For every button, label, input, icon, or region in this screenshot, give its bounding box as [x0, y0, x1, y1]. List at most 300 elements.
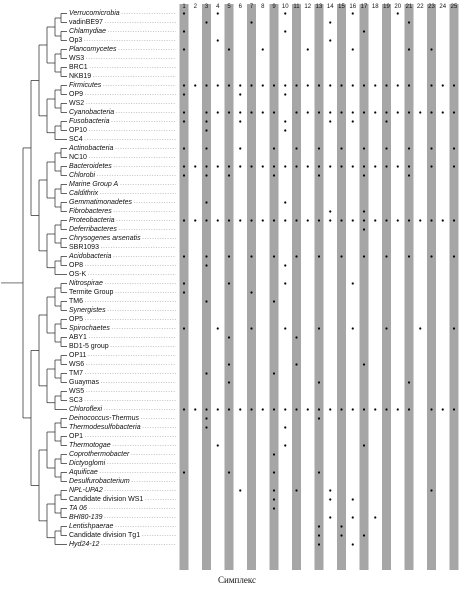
presence-dot — [228, 84, 230, 86]
presence-dot — [408, 147, 410, 149]
taxon-label: Candidate division Tg1 — [69, 531, 141, 539]
presence-dot — [262, 48, 264, 50]
presence-dot — [205, 264, 207, 266]
presence-dot — [239, 147, 241, 149]
column-header-14: 14 — [326, 4, 334, 10]
presence-dot — [239, 219, 241, 221]
presence-dot — [273, 453, 275, 455]
presence-dot — [284, 120, 286, 122]
presence-dot — [430, 489, 432, 491]
taxon-label: ABY1 — [69, 333, 87, 341]
presence-dot — [363, 408, 365, 410]
presence-dot — [318, 84, 320, 86]
presence-dot — [295, 165, 297, 167]
taxon-label: SBR1093 — [69, 243, 99, 251]
presence-dot — [318, 534, 320, 536]
presence-dot — [374, 219, 376, 221]
column-header-19: 19 — [383, 4, 390, 10]
presence-dot — [363, 30, 365, 32]
presence-dot — [273, 489, 275, 491]
presence-dot — [295, 363, 297, 365]
taxon-label: OP8 — [69, 261, 84, 269]
presence-dot — [318, 381, 320, 383]
presence-dot — [273, 255, 275, 257]
taxon-label: Candidate division WS1 — [69, 495, 144, 503]
presence-dot — [430, 84, 432, 86]
presence-dot — [273, 372, 275, 374]
taxon-label: OP10 — [69, 126, 87, 134]
presence-dot — [205, 111, 207, 113]
presence-dot — [273, 300, 275, 302]
presence-dot — [363, 219, 365, 221]
presence-dot — [453, 84, 455, 86]
column-header-5: 5 — [227, 4, 231, 10]
presence-dot — [385, 255, 387, 257]
presence-dot — [408, 381, 410, 383]
presence-dot — [453, 219, 455, 221]
presence-dot — [329, 219, 331, 221]
presence-dot — [352, 516, 354, 518]
presence-dot — [340, 84, 342, 86]
figure-caption: Симплекс — [218, 575, 256, 585]
presence-dot — [273, 165, 275, 167]
presence-dot — [273, 408, 275, 410]
column-header-15: 15 — [338, 4, 345, 10]
column-header-1: 1 — [182, 4, 186, 10]
presence-dot — [363, 174, 365, 176]
presence-dot — [228, 336, 230, 338]
column-header-8: 8 — [261, 4, 265, 10]
presence-dot — [430, 111, 432, 113]
taxon-label: Fusobacteria — [69, 117, 110, 125]
presence-dot — [352, 543, 354, 545]
presence-dot — [205, 219, 207, 221]
column-header-9: 9 — [272, 4, 276, 10]
presence-dot — [318, 174, 320, 176]
presence-dot — [453, 255, 455, 257]
taxon-label: SC3 — [69, 396, 83, 404]
presence-dot — [340, 525, 342, 527]
presence-dot — [284, 219, 286, 221]
presence-dot — [217, 219, 219, 221]
taxon-label: Caldithrix — [69, 189, 99, 197]
taxon-label: Chlorobi — [69, 171, 96, 179]
presence-dot — [228, 255, 230, 257]
taxon-label: Cyanobacteria — [69, 108, 115, 116]
presence-dot — [284, 264, 286, 266]
taxon-label: Fibrobacteres — [69, 207, 112, 215]
presence-dot — [183, 111, 185, 113]
presence-dot — [408, 255, 410, 257]
column-header-10: 10 — [281, 4, 289, 10]
presence-dot — [239, 489, 241, 491]
presence-dot — [273, 507, 275, 509]
taxon-label: Hyd24-12 — [69, 540, 100, 548]
taxon-label-list — [0, 0, 180, 590]
column-header-7: 7 — [249, 4, 254, 10]
presence-dot — [284, 282, 286, 284]
presence-dot — [194, 219, 196, 221]
presence-dot — [228, 111, 230, 113]
presence-dot — [205, 255, 207, 257]
presence-dot — [442, 408, 444, 410]
shaded-column-17 — [360, 4, 369, 570]
presence-dot — [217, 327, 219, 329]
presence-dot — [183, 165, 185, 167]
presence-dot — [228, 408, 230, 410]
presence-dot — [205, 147, 207, 149]
presence-dot — [262, 219, 264, 221]
presence-dot — [250, 255, 252, 257]
presence-dot — [262, 408, 264, 410]
presence-dot — [363, 363, 365, 365]
presence-dot — [374, 111, 376, 113]
presence-dot — [329, 516, 331, 518]
presence-dot — [307, 48, 309, 50]
taxon-label: Deinococcus-Thermus — [69, 414, 140, 422]
presence-dot — [183, 174, 185, 176]
presence-dot — [352, 282, 354, 284]
presence-dot — [228, 363, 230, 365]
presence-dot — [262, 165, 264, 167]
presence-dot — [397, 165, 399, 167]
presence-dot — [352, 498, 354, 500]
presence-dot — [183, 219, 185, 221]
shaded-column-21 — [405, 4, 414, 570]
presence-dot — [374, 165, 376, 167]
presence-dot — [262, 111, 264, 113]
presence-dot — [284, 408, 286, 410]
presence-dot — [318, 471, 320, 473]
presence-dot — [329, 21, 331, 23]
taxon-label: Verrucomicrobia — [69, 9, 120, 17]
presence-dot — [183, 291, 185, 293]
taxon-label: WS2 — [69, 99, 85, 107]
presence-dot — [442, 111, 444, 113]
column-header-3: 3 — [204, 4, 209, 10]
presence-dot — [363, 147, 365, 149]
presence-dot — [340, 534, 342, 536]
presence-dot — [385, 327, 387, 329]
presence-dot — [217, 408, 219, 410]
taxon-label: Firmicutes — [69, 81, 102, 89]
presence-dot — [408, 219, 410, 221]
presence-dot — [430, 147, 432, 149]
presence-dot — [250, 219, 252, 221]
presence-dot — [217, 111, 219, 113]
presence-dot — [250, 84, 252, 86]
presence-dot — [340, 147, 342, 149]
column-header-24: 24 — [439, 4, 447, 10]
column-header-25: 25 — [450, 4, 458, 10]
presence-dot — [363, 84, 365, 86]
taxon-label: TA 06 — [69, 504, 87, 512]
presence-dot — [194, 165, 196, 167]
presence-dot — [194, 408, 196, 410]
taxon-label: Marine Group A — [69, 180, 119, 188]
taxon-label: OP9 — [69, 90, 84, 98]
presence-dot — [430, 165, 432, 167]
taxon-label: Chrysogenes arsenatis — [69, 234, 141, 242]
presence-dot — [284, 93, 286, 95]
presence-dot — [329, 210, 331, 212]
presence-dot — [273, 219, 275, 221]
shaded-column-9 — [270, 4, 279, 570]
presence-dot — [284, 426, 286, 428]
presence-dot — [453, 147, 455, 149]
presence-dot — [318, 543, 320, 545]
presence-dot — [183, 255, 185, 257]
column-header-17: 17 — [360, 4, 368, 10]
presence-dot — [329, 84, 331, 86]
presence-dot — [352, 48, 354, 50]
presence-dot — [228, 165, 230, 167]
shaded-column-5 — [225, 4, 234, 570]
presence-dot — [295, 147, 297, 149]
presence-dot — [352, 165, 354, 167]
presence-dot — [205, 129, 207, 131]
column-header-12: 12 — [304, 4, 312, 10]
presence-dot — [284, 30, 286, 32]
presence-dot — [329, 408, 331, 410]
presence-dot — [329, 165, 331, 167]
presence-dot — [239, 165, 241, 167]
shaded-column-3 — [202, 4, 211, 570]
taxon-label: WS6 — [69, 360, 85, 368]
presence-dot — [307, 111, 309, 113]
presence-dot — [408, 408, 410, 410]
column-header-21: 21 — [405, 4, 413, 10]
presence-dot — [419, 327, 421, 329]
presence-dot — [228, 219, 230, 221]
taxon-label: NC10 — [69, 153, 87, 161]
taxon-label: Plancomycetes — [69, 45, 117, 53]
shaded-column-7 — [247, 4, 256, 570]
taxon-label: Nitrospirae — [69, 279, 103, 287]
presence-dot — [363, 111, 365, 113]
presence-dot — [205, 372, 207, 374]
presence-dot — [385, 219, 387, 221]
presence-dot — [183, 84, 185, 86]
presence-dot — [273, 111, 275, 113]
presence-dot — [239, 120, 241, 122]
presence-dot — [453, 408, 455, 410]
presence-dot — [205, 174, 207, 176]
taxon-label: Termite Group — [69, 288, 114, 296]
presence-dot — [442, 84, 444, 86]
presence-dot — [363, 228, 365, 230]
presence-dot — [205, 300, 207, 302]
presence-dot — [194, 84, 196, 86]
presence-dot — [352, 111, 354, 113]
presence-dot — [273, 498, 275, 500]
taxon-label: Synergistes — [69, 306, 106, 314]
taxon-label: Proteobacteria — [69, 216, 115, 224]
presence-dot — [397, 219, 399, 221]
presence-dot — [408, 84, 410, 86]
presence-dot — [329, 498, 331, 500]
taxon-label: Coprothermobacter — [69, 450, 130, 458]
taxon-label: Actinobacteria — [69, 144, 114, 152]
presence-dot — [250, 408, 252, 410]
presence-dot — [374, 408, 376, 410]
presence-dot — [329, 489, 331, 491]
presence-dot — [408, 111, 410, 113]
presence-dot — [250, 291, 252, 293]
presence-dot — [284, 84, 286, 86]
presence-dot — [295, 255, 297, 257]
presence-dot — [318, 147, 320, 149]
taxon-label: SC4 — [69, 135, 83, 143]
presence-dot — [228, 381, 230, 383]
presence-dot — [273, 174, 275, 176]
presence-dot — [453, 111, 455, 113]
presence-dot — [183, 327, 185, 329]
taxon-label: OP5 — [69, 315, 84, 323]
presence-dot — [250, 21, 252, 23]
column-header-6: 6 — [238, 4, 242, 10]
presence-dot — [205, 426, 207, 428]
taxon-label: BD1-5 group — [69, 342, 109, 350]
presence-dot — [329, 120, 331, 122]
column-header-13: 13 — [315, 4, 323, 10]
presence-dot — [318, 219, 320, 221]
presence-dot — [273, 471, 275, 473]
taxon-label: NPL-UPA2 — [69, 486, 103, 494]
taxon-label: Spirochaetes — [69, 324, 110, 332]
presence-dot — [318, 408, 320, 410]
presence-dot — [329, 111, 331, 113]
presence-dot — [217, 444, 219, 446]
presence-dot — [397, 84, 399, 86]
presence-dot — [307, 408, 309, 410]
shaded-column-23 — [427, 4, 436, 570]
presence-dot — [385, 84, 387, 86]
presence-dot — [430, 255, 432, 257]
presence-dot — [363, 165, 365, 167]
taxon-label: BHI80-139 — [69, 513, 103, 521]
presence-dot — [352, 120, 354, 122]
shaded-column-19 — [382, 4, 391, 570]
presence-dot — [239, 84, 241, 86]
taxon-label: OP1 — [69, 432, 84, 440]
presence-dot — [397, 111, 399, 113]
presence-dot — [385, 147, 387, 149]
presence-dot — [273, 147, 275, 149]
presence-dot — [419, 219, 421, 221]
presence-dot — [318, 327, 320, 329]
presence-dot — [183, 471, 185, 473]
taxon-label: Aquificae — [69, 468, 98, 476]
taxon-label: OP11 — [69, 351, 87, 359]
presence-dot — [205, 21, 207, 23]
column-header-22: 22 — [416, 4, 424, 10]
presence-dot — [295, 408, 297, 410]
presence-dot — [340, 219, 342, 221]
taxon-label: TM6 — [69, 297, 83, 305]
presence-dot — [442, 219, 444, 221]
presence-dot — [183, 120, 185, 122]
presence-dot — [205, 417, 207, 419]
presence-dot — [205, 120, 207, 122]
shaded-column-13 — [315, 4, 324, 570]
presence-dot — [363, 534, 365, 536]
presence-dot — [239, 93, 241, 95]
presence-dot — [183, 282, 185, 284]
taxon-label: Deferribacteres — [69, 225, 117, 233]
column-header-11: 11 — [293, 4, 300, 10]
shaded-column-11 — [292, 4, 301, 570]
presence-dot — [284, 129, 286, 131]
presence-dot — [284, 165, 286, 167]
presence-dot — [250, 165, 252, 167]
presence-dot — [295, 111, 297, 113]
presence-dot — [352, 408, 354, 410]
presence-dot — [363, 444, 365, 446]
presence-dot — [430, 48, 432, 50]
presence-dot — [183, 30, 185, 32]
taxon-label: Guaymas — [69, 378, 99, 386]
presence-dot — [295, 336, 297, 338]
presence-dot — [205, 165, 207, 167]
presence-dot — [430, 408, 432, 410]
presence-dot — [430, 219, 432, 221]
presence-dot — [453, 327, 455, 329]
presence-dot — [453, 165, 455, 167]
presence-dot — [340, 408, 342, 410]
presence-dot — [307, 84, 309, 86]
column-header-20: 20 — [394, 4, 402, 10]
presence-dot — [408, 21, 410, 23]
presence-dot — [228, 174, 230, 176]
presence-dot — [307, 219, 309, 221]
presence-dot — [340, 255, 342, 257]
presence-dot — [273, 84, 275, 86]
presence-dot — [397, 408, 399, 410]
shaded-column-25 — [450, 4, 459, 570]
column-header-23: 23 — [428, 4, 435, 10]
presence-dot — [329, 39, 331, 41]
presence-dot — [318, 417, 320, 419]
presence-dot — [183, 147, 185, 149]
presence-dot — [250, 327, 252, 329]
column-header-2: 2 — [193, 4, 197, 10]
taxon-label: Gemmatimonadetes — [69, 198, 133, 206]
presence-dot — [408, 174, 410, 176]
presence-dot — [228, 48, 230, 50]
presence-dot — [262, 84, 264, 86]
presence-dot — [363, 210, 365, 212]
presence-dot — [318, 165, 320, 167]
presence-dot — [318, 111, 320, 113]
taxon-label: vadinBE97 — [69, 18, 103, 26]
presence-dot — [374, 84, 376, 86]
presence-dot — [205, 84, 207, 86]
presence-dot — [352, 327, 354, 329]
column-header-16: 16 — [349, 4, 357, 10]
taxon-label: Thermotogae — [69, 441, 111, 449]
presence-dot — [217, 165, 219, 167]
taxon-label: NKB19 — [69, 72, 92, 80]
presence-dot — [183, 93, 185, 95]
taxon-label: WS3 — [69, 54, 85, 62]
presence-dot — [419, 111, 421, 113]
presence-dot — [385, 111, 387, 113]
taxon-label: TM7 — [69, 369, 83, 377]
taxon-label: Thermodesulfobacteria — [69, 423, 141, 431]
presence-dot — [284, 327, 286, 329]
presence-dot — [228, 282, 230, 284]
